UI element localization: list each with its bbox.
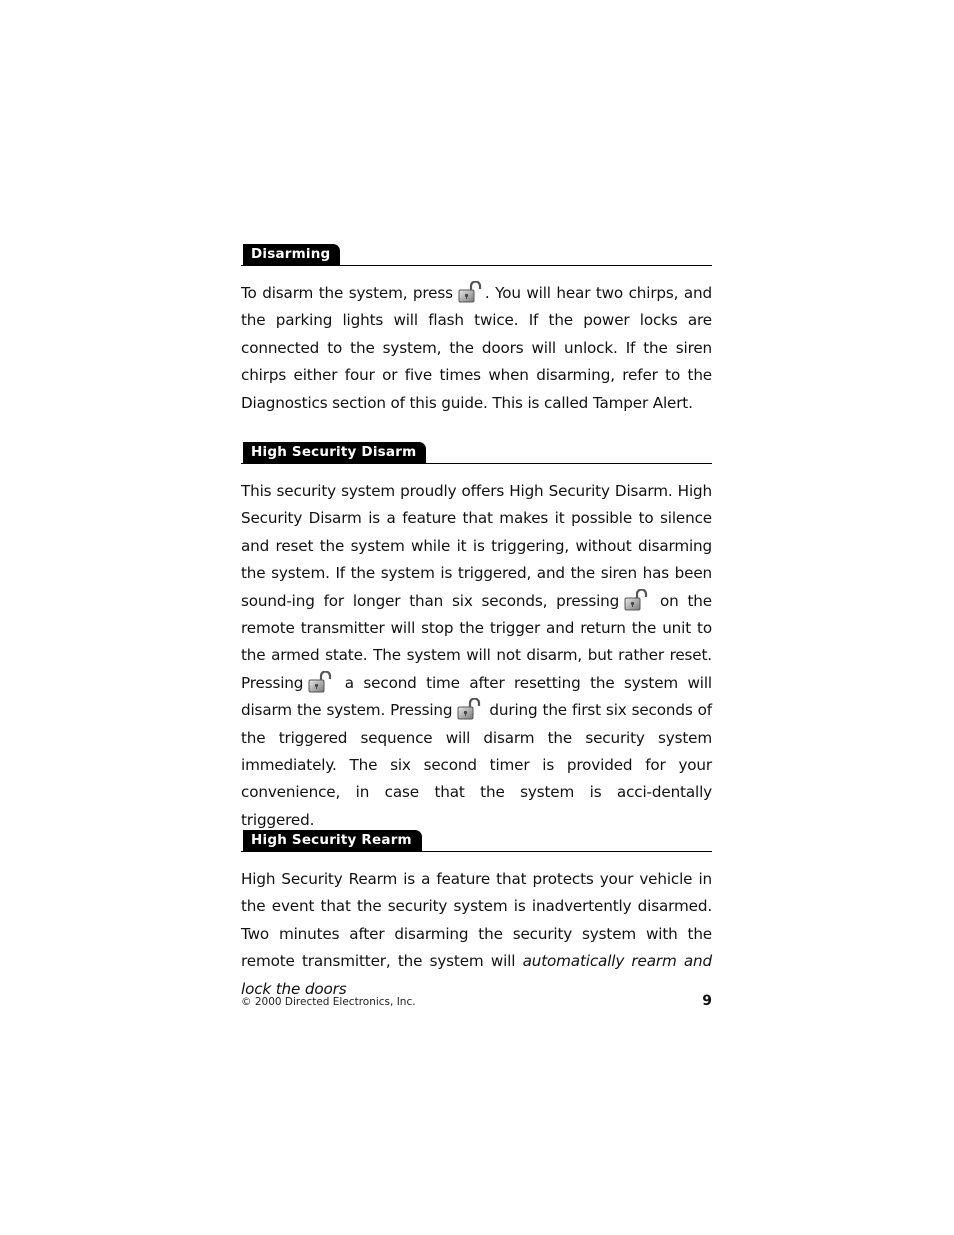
paragraph-disarming [241,280,712,417]
section-header-high-security-rearm [241,830,712,852]
paragraph-high-security-disarm [241,478,712,834]
text-span: High Security Rearm is a feature that protects your vehicle in the event that the security system is inadvertently disarmed. Two minutes after disarming the security system with the remote transmitter, the system will [241,870,712,971]
section-header-disarming [241,244,712,266]
text-span: on the remote transmitter will stop the trigger and return the unit to the armed state. The system will not disarm, but rather reset. Pressing [241,591,712,692]
unlock-icon [456,698,482,720]
section-rule [241,463,712,464]
section-header-high-security-disarm [241,442,712,464]
unlock-icon [457,281,483,303]
unlock-icon [623,589,649,611]
italic-text-span: automatically rearm and lock the doors [241,952,712,998]
paragraph-high-security-rearm [241,866,712,1003]
text-span: during the first six seconds of the triggered sequence will disarm the security system immediately. The six second timer is provided for your convenience, in case that the system is acci-dentally triggered. [241,701,712,829]
text-span: To disarm the system, press [241,284,453,302]
footer-copyright: © 2000 Directed Electronics, Inc. [241,996,416,1008]
text-span: . You will hear two chirps, and the parking lights will flash twice. If the power locks are connected to the system, the doors will unlock. If the siren chirps either four or five times when disarming, refer to the Diagnostics section of this guide. This is called Tamper Alert. [241,284,712,412]
section-rule [241,851,712,852]
text-span: a second time after resetting the system will disarm the system. Pressing [241,673,713,720]
page-number: 9 [702,993,712,1009]
section-rule [241,265,712,266]
text-span: This security system proudly offers High Security Disarm. High Security Disarm is a feature that makes it possible to silence and reset the system while it is triggering, without disarming the system. If the system is triggered, and the siren has been sound-ing for longer than six seconds, pressing [241,482,712,610]
section-title: High Security Disarm [243,442,426,463]
section-title: High Security Rearm [243,830,422,851]
section-title: Disarming [243,244,340,265]
unlock-icon [307,671,333,693]
